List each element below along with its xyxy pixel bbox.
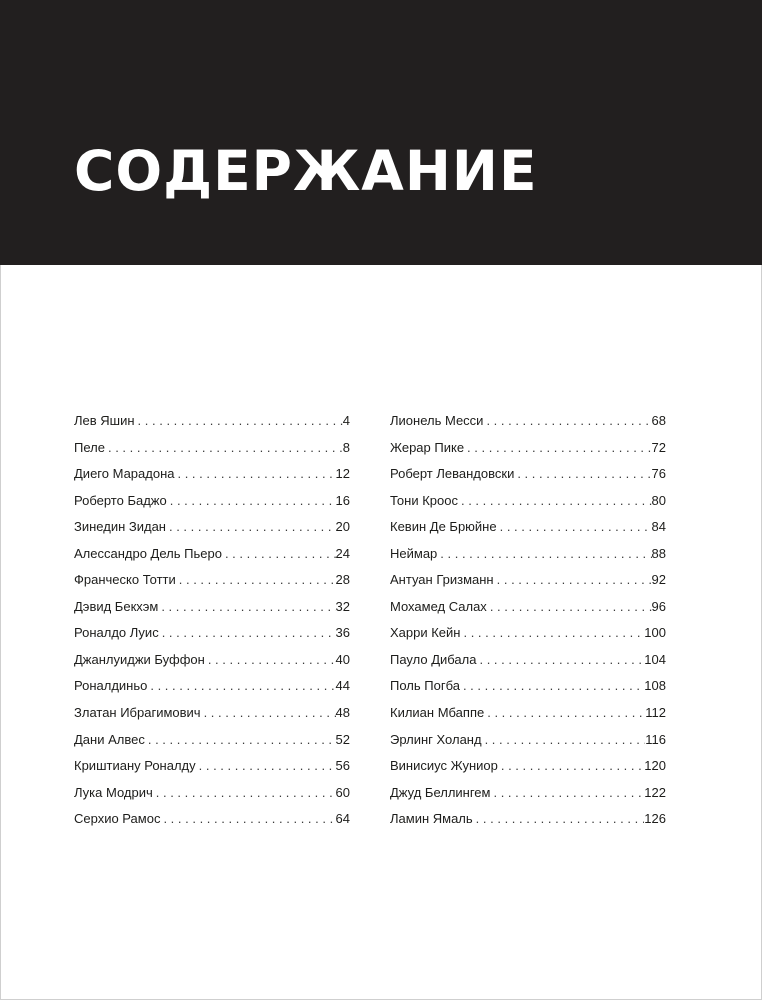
toc-entry-page-number: 52 xyxy=(335,731,350,747)
toc-entry-name: Лев Яшин xyxy=(74,413,135,428)
toc-entry[interactable] xyxy=(390,647,666,674)
toc-entry[interactable] xyxy=(74,806,350,833)
toc-entry-page-number: 100 xyxy=(644,625,666,641)
toc-entry-name: Неймар xyxy=(390,545,438,561)
dot-leader xyxy=(476,647,644,673)
toc-entry-page-number: 76 xyxy=(651,466,666,482)
dot-leader xyxy=(159,620,336,646)
toc-entry-name: Криштиану Роналду xyxy=(74,758,196,774)
toc-entry-name: Роберт Левандовски xyxy=(390,466,515,482)
toc-entry-page-number: 24 xyxy=(335,545,350,561)
toc-entry[interactable] xyxy=(390,461,666,488)
dot-leader xyxy=(166,514,336,540)
toc-entry[interactable] xyxy=(74,461,350,488)
dot-leader xyxy=(482,727,646,753)
toc-entry-name: Роналдо Луис xyxy=(74,625,159,641)
toc-entry-name: Роберто Баджо xyxy=(74,492,167,508)
toc-entry-name: Ламин Ямаль xyxy=(390,811,473,827)
toc-entry-name: Джуд Беллингем xyxy=(390,784,491,800)
toc-entry[interactable] xyxy=(390,567,666,594)
toc-left-column xyxy=(74,408,350,833)
toc-entry-page-number: 8 xyxy=(342,439,350,455)
toc-entry[interactable] xyxy=(74,408,350,435)
toc-entry[interactable] xyxy=(74,435,350,462)
dot-leader xyxy=(498,753,644,779)
dot-leader xyxy=(160,806,335,832)
dot-leader xyxy=(460,673,644,699)
toc-entry-name: Алессандро Дель Пьеро xyxy=(74,545,222,561)
toc-entry[interactable] xyxy=(390,727,666,754)
toc-entry-name: Серхио Рамос xyxy=(74,811,161,827)
dot-leader xyxy=(487,594,652,620)
dot-leader xyxy=(490,780,644,806)
toc-entry-name: Жерар Пике xyxy=(390,439,465,455)
toc-entry-page-number: 116 xyxy=(645,731,666,747)
toc-entry-page-number: 108 xyxy=(644,678,666,694)
dot-leader xyxy=(460,620,644,646)
toc-entry-name: Лука Модрич xyxy=(74,784,153,800)
toc-entry-page-number: 72 xyxy=(651,439,666,455)
dot-leader xyxy=(174,461,335,487)
toc-entry[interactable] xyxy=(390,673,666,700)
toc-entry-page-number: 4 xyxy=(342,413,350,428)
toc-entry[interactable] xyxy=(390,488,666,515)
toc-entry-page-number: 112 xyxy=(645,705,666,721)
toc-entry-page-number: 12 xyxy=(335,466,350,482)
dot-leader xyxy=(196,753,336,779)
dot-leader xyxy=(464,435,651,461)
toc-entry-page-number: 64 xyxy=(335,811,350,827)
toc-entry-page-number: 104 xyxy=(644,651,666,667)
toc-entry[interactable] xyxy=(74,488,350,515)
toc-entry[interactable] xyxy=(390,594,666,621)
toc-entry[interactable] xyxy=(74,700,350,727)
header-band xyxy=(0,0,762,265)
toc-entry-name: Зинедин Зидан xyxy=(74,519,166,535)
dot-leader xyxy=(222,541,336,567)
toc-entry-page-number: 88 xyxy=(651,545,666,561)
dot-leader xyxy=(494,567,652,593)
toc-entry-page-number: 68 xyxy=(651,413,666,428)
dot-leader xyxy=(205,647,336,673)
dot-leader xyxy=(158,594,335,620)
toc-entry-name: Антуан Гризманн xyxy=(390,572,494,588)
toc-entry-name: Винисиус Жуниор xyxy=(390,758,498,774)
toc-entry[interactable] xyxy=(390,541,666,568)
toc-entry-name: Дани Алвес xyxy=(74,731,145,747)
toc-entry-name: Поль Погба xyxy=(390,678,460,694)
toc-entry-page-number: 28 xyxy=(335,572,350,588)
dot-leader xyxy=(437,541,651,567)
toc-entry-name: Эрлинг Холанд xyxy=(390,731,482,747)
dot-leader xyxy=(473,806,645,832)
toc-entry[interactable] xyxy=(74,620,350,647)
dot-leader xyxy=(201,700,336,726)
dot-leader xyxy=(483,408,651,434)
dot-leader xyxy=(176,567,336,593)
toc-entry[interactable] xyxy=(74,594,350,621)
toc-entry-page-number: 44 xyxy=(335,678,350,694)
toc-entry-page-number: 122 xyxy=(644,784,666,800)
toc-entry-page-number: 40 xyxy=(335,651,350,667)
toc-entry-name: Мохамед Салах xyxy=(390,598,487,614)
toc-entry[interactable] xyxy=(74,727,350,754)
dot-leader xyxy=(145,727,336,753)
toc-entry-page-number: 56 xyxy=(335,758,350,774)
toc-entry-name: Дэвид Бекхэм xyxy=(74,598,159,614)
dot-leader xyxy=(135,408,343,434)
toc-entry[interactable] xyxy=(74,647,350,674)
toc-entry-page-number: 92 xyxy=(651,572,666,588)
dot-leader xyxy=(153,780,336,806)
toc-entry[interactable] xyxy=(390,700,666,727)
toc-entry[interactable] xyxy=(390,408,666,435)
toc-entry[interactable] xyxy=(74,567,350,594)
toc-entry-name: Златан Ибрагимович xyxy=(74,705,201,721)
toc-entry[interactable] xyxy=(390,514,666,541)
toc-entry-page-number: 48 xyxy=(335,705,350,721)
page-title: СОДЕРЖАНИЕ xyxy=(74,139,538,203)
toc-entry-page-number: 36 xyxy=(335,625,350,641)
toc-entry[interactable] xyxy=(74,753,350,780)
toc-entry[interactable] xyxy=(74,514,350,541)
dot-leader xyxy=(167,488,336,514)
dot-leader xyxy=(497,514,652,540)
toc-entry[interactable] xyxy=(390,780,666,807)
toc-entry-page-number: 32 xyxy=(335,598,350,614)
toc-entry[interactable] xyxy=(390,435,666,462)
toc-entry-page-number: 60 xyxy=(335,784,350,800)
toc-entry-page-number: 126 xyxy=(644,811,666,827)
toc-entry[interactable] xyxy=(74,780,350,807)
toc-entry[interactable] xyxy=(390,620,666,647)
toc-entry[interactable] xyxy=(390,806,666,833)
dot-leader xyxy=(458,488,652,514)
toc-entry-name: Пеле xyxy=(74,439,105,455)
toc-entry-name: Тони Кроос xyxy=(390,492,458,508)
dot-leader xyxy=(147,673,335,699)
toc-entry[interactable] xyxy=(74,541,350,568)
toc-entry-page-number: 120 xyxy=(644,758,666,774)
toc-entry-name: Лионель Месси xyxy=(390,413,484,428)
toc-entry-name: Франческо Тотти xyxy=(74,572,176,588)
toc-entry-name: Роналдиньо xyxy=(74,678,148,694)
toc-entry-name: Пауло Дибала xyxy=(390,651,477,667)
toc-entry-name: Кевин Де Брюйне xyxy=(390,519,497,535)
toc-entry-page-number: 16 xyxy=(335,492,350,508)
toc-entry-name: Харри Кейн xyxy=(390,625,461,641)
toc-entry-name: Диего Марадона xyxy=(74,466,175,482)
toc-entry-page-number: 84 xyxy=(651,519,666,535)
toc-entry[interactable] xyxy=(74,673,350,700)
toc-entry-name: Джанлуиджи Буффон xyxy=(74,651,205,667)
toc-entry-name: Килиан Мбаппе xyxy=(390,705,485,721)
dot-leader xyxy=(105,435,343,461)
toc-entry[interactable] xyxy=(390,753,666,780)
toc-entry-page-number: 20 xyxy=(335,519,350,535)
toc-entry-page-number: 80 xyxy=(651,492,666,508)
toc-entry-page-number: 96 xyxy=(651,598,666,614)
dot-leader xyxy=(484,700,645,726)
toc-right-column xyxy=(390,408,666,833)
dot-leader xyxy=(514,461,651,487)
